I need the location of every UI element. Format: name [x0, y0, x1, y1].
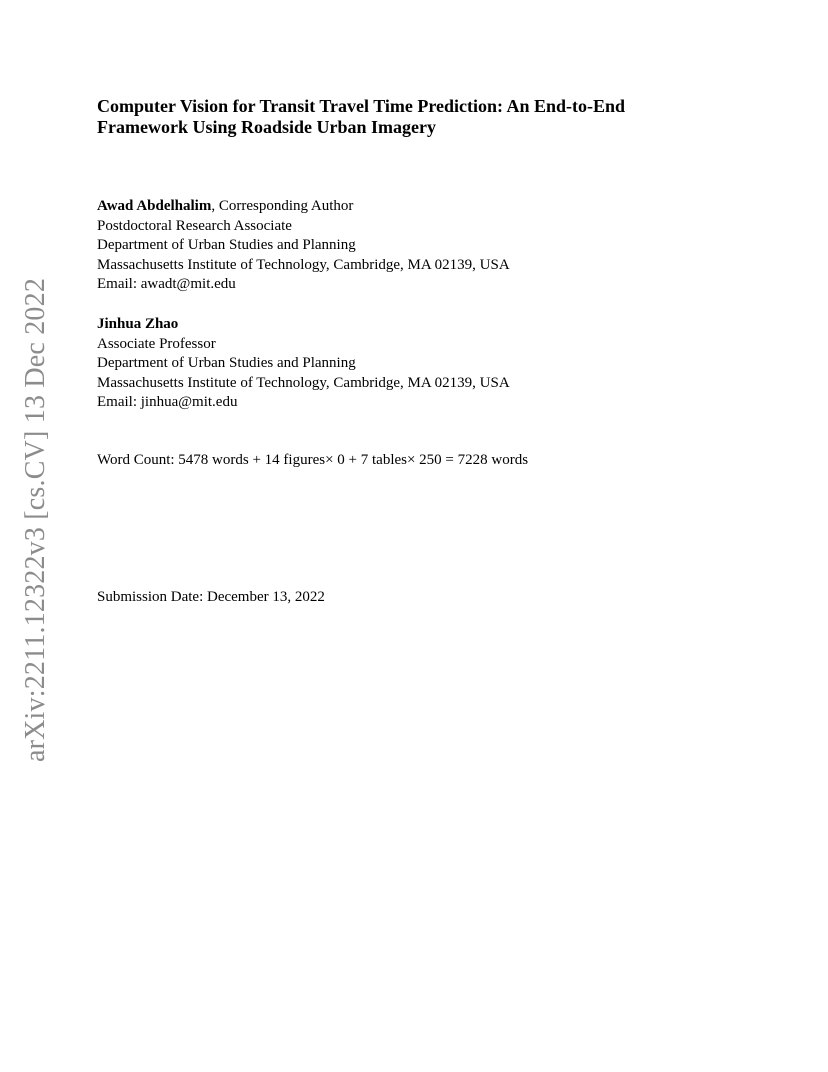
author-block-1: [97, 197, 510, 295]
paper-title: [97, 96, 737, 138]
author-1-position: Postdoctoral Research Associate: [97, 217, 292, 234]
author-2-department: Department of Urban Studies and Planning: [97, 355, 356, 372]
word-count: Word Count: 5478 words + 14 figures× 0 + 7 tables× 250 = 7228 words: [97, 452, 529, 468]
arxiv-identifier: [16, 277, 56, 763]
author-2-name: Jinhua Zhao: [97, 316, 179, 332]
author-1-role: , Corresponding Author: [211, 198, 354, 214]
author-2-institution: Massachusetts Institute of Technology, Cambridge, MA 02139, USA: [97, 374, 510, 391]
author-2-email: Email: jinhua@mit.edu: [97, 394, 238, 411]
author-1-email: Email: awadt@mit.edu: [97, 276, 236, 293]
author-1-department: Department of Urban Studies and Planning: [97, 237, 356, 254]
author-1-institution: Massachusetts Institute of Technology, Cambridge, MA 02139, USA: [97, 256, 510, 273]
submission-date: Submission Date: December 13, 2022: [97, 589, 325, 605]
arxiv-identifier-text: arXiv:2211.12322v3 [cs.CV] 13 Dec 2022: [20, 277, 52, 763]
author-block-2: [97, 315, 510, 413]
author-1-name-line: [97, 197, 510, 217]
author-1-name: Awad Abdelhalim: [97, 198, 212, 214]
paper-title-line-1: Computer Vision for Transit Travel Time Prediction: An End-to-End: [97, 96, 626, 116]
author-2-position: Associate Professor: [97, 335, 216, 352]
paper-title-line-2: Framework Using Roadside Urban Imagery: [97, 117, 436, 137]
